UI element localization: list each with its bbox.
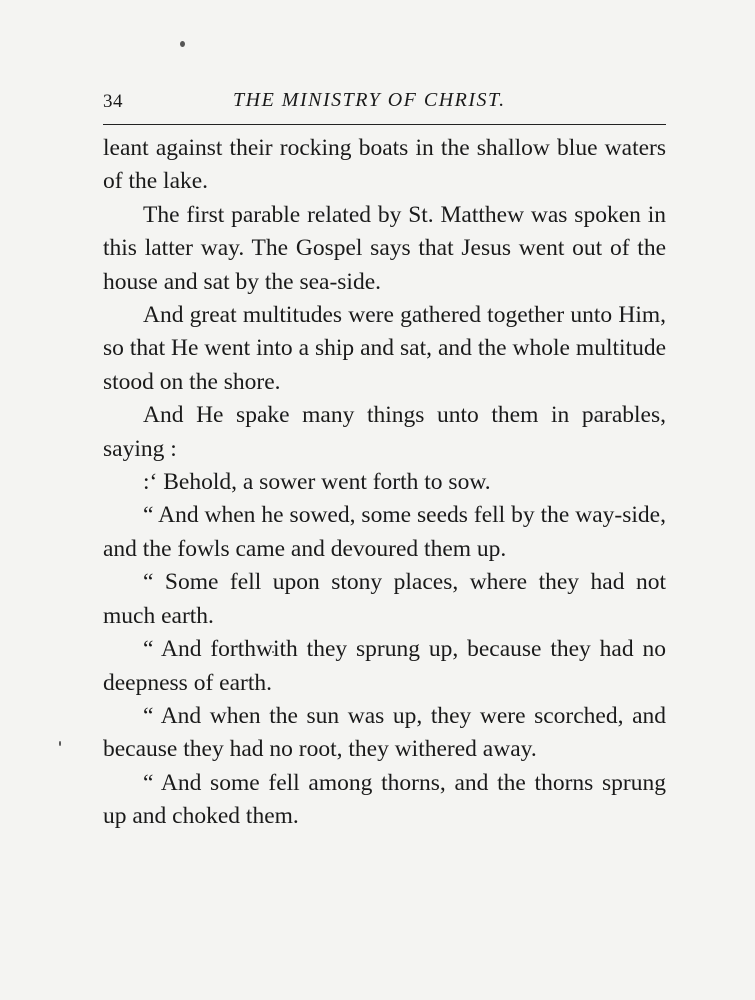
ink-speck [59,741,61,746]
paragraph: “ And forthwith they sprung up, because they had no deepness of earth. [103,636,666,696]
paragraph: “ And some fell among thorns, and the thorns sprung up and choked them. [103,769,666,830]
ink-speck [180,41,185,47]
paragraph: leant against their rocking boats in the shallow blue waters of the lake. [103,135,666,195]
paragraph: And He spake many things unto them in parables, saying : [103,402,666,462]
paragraph: “ And when he sowed, some seeds fell by the way-side, and the fowls came and devoured them up. [103,502,666,562]
paragraph: “ And when the sun was up, they were scorched, and because they had no root, they withered away. [103,702,666,763]
header-rule [103,124,666,125]
paragraph: And great multitudes were gathered together unto Him, so that He went into a ship and sat, and the whole multitude stood on the shore. [103,302,666,395]
page-number: 34 [103,91,123,112]
paragraph: “ Some fell upon stony places, where they had not much earth. [103,569,666,629]
running-title: THE MINISTRY OF CHRIST. [233,89,506,111]
page-header [103,86,666,118]
body-text [103,132,666,834]
paragraph: The first parable related by St. Matthew was spoken in this latter way. The Gospel says that Jesus went out of the house and sat by the sea-side. [103,201,666,295]
paragraph: :‘ Behold, a sower went forth to sow. [143,469,491,496]
